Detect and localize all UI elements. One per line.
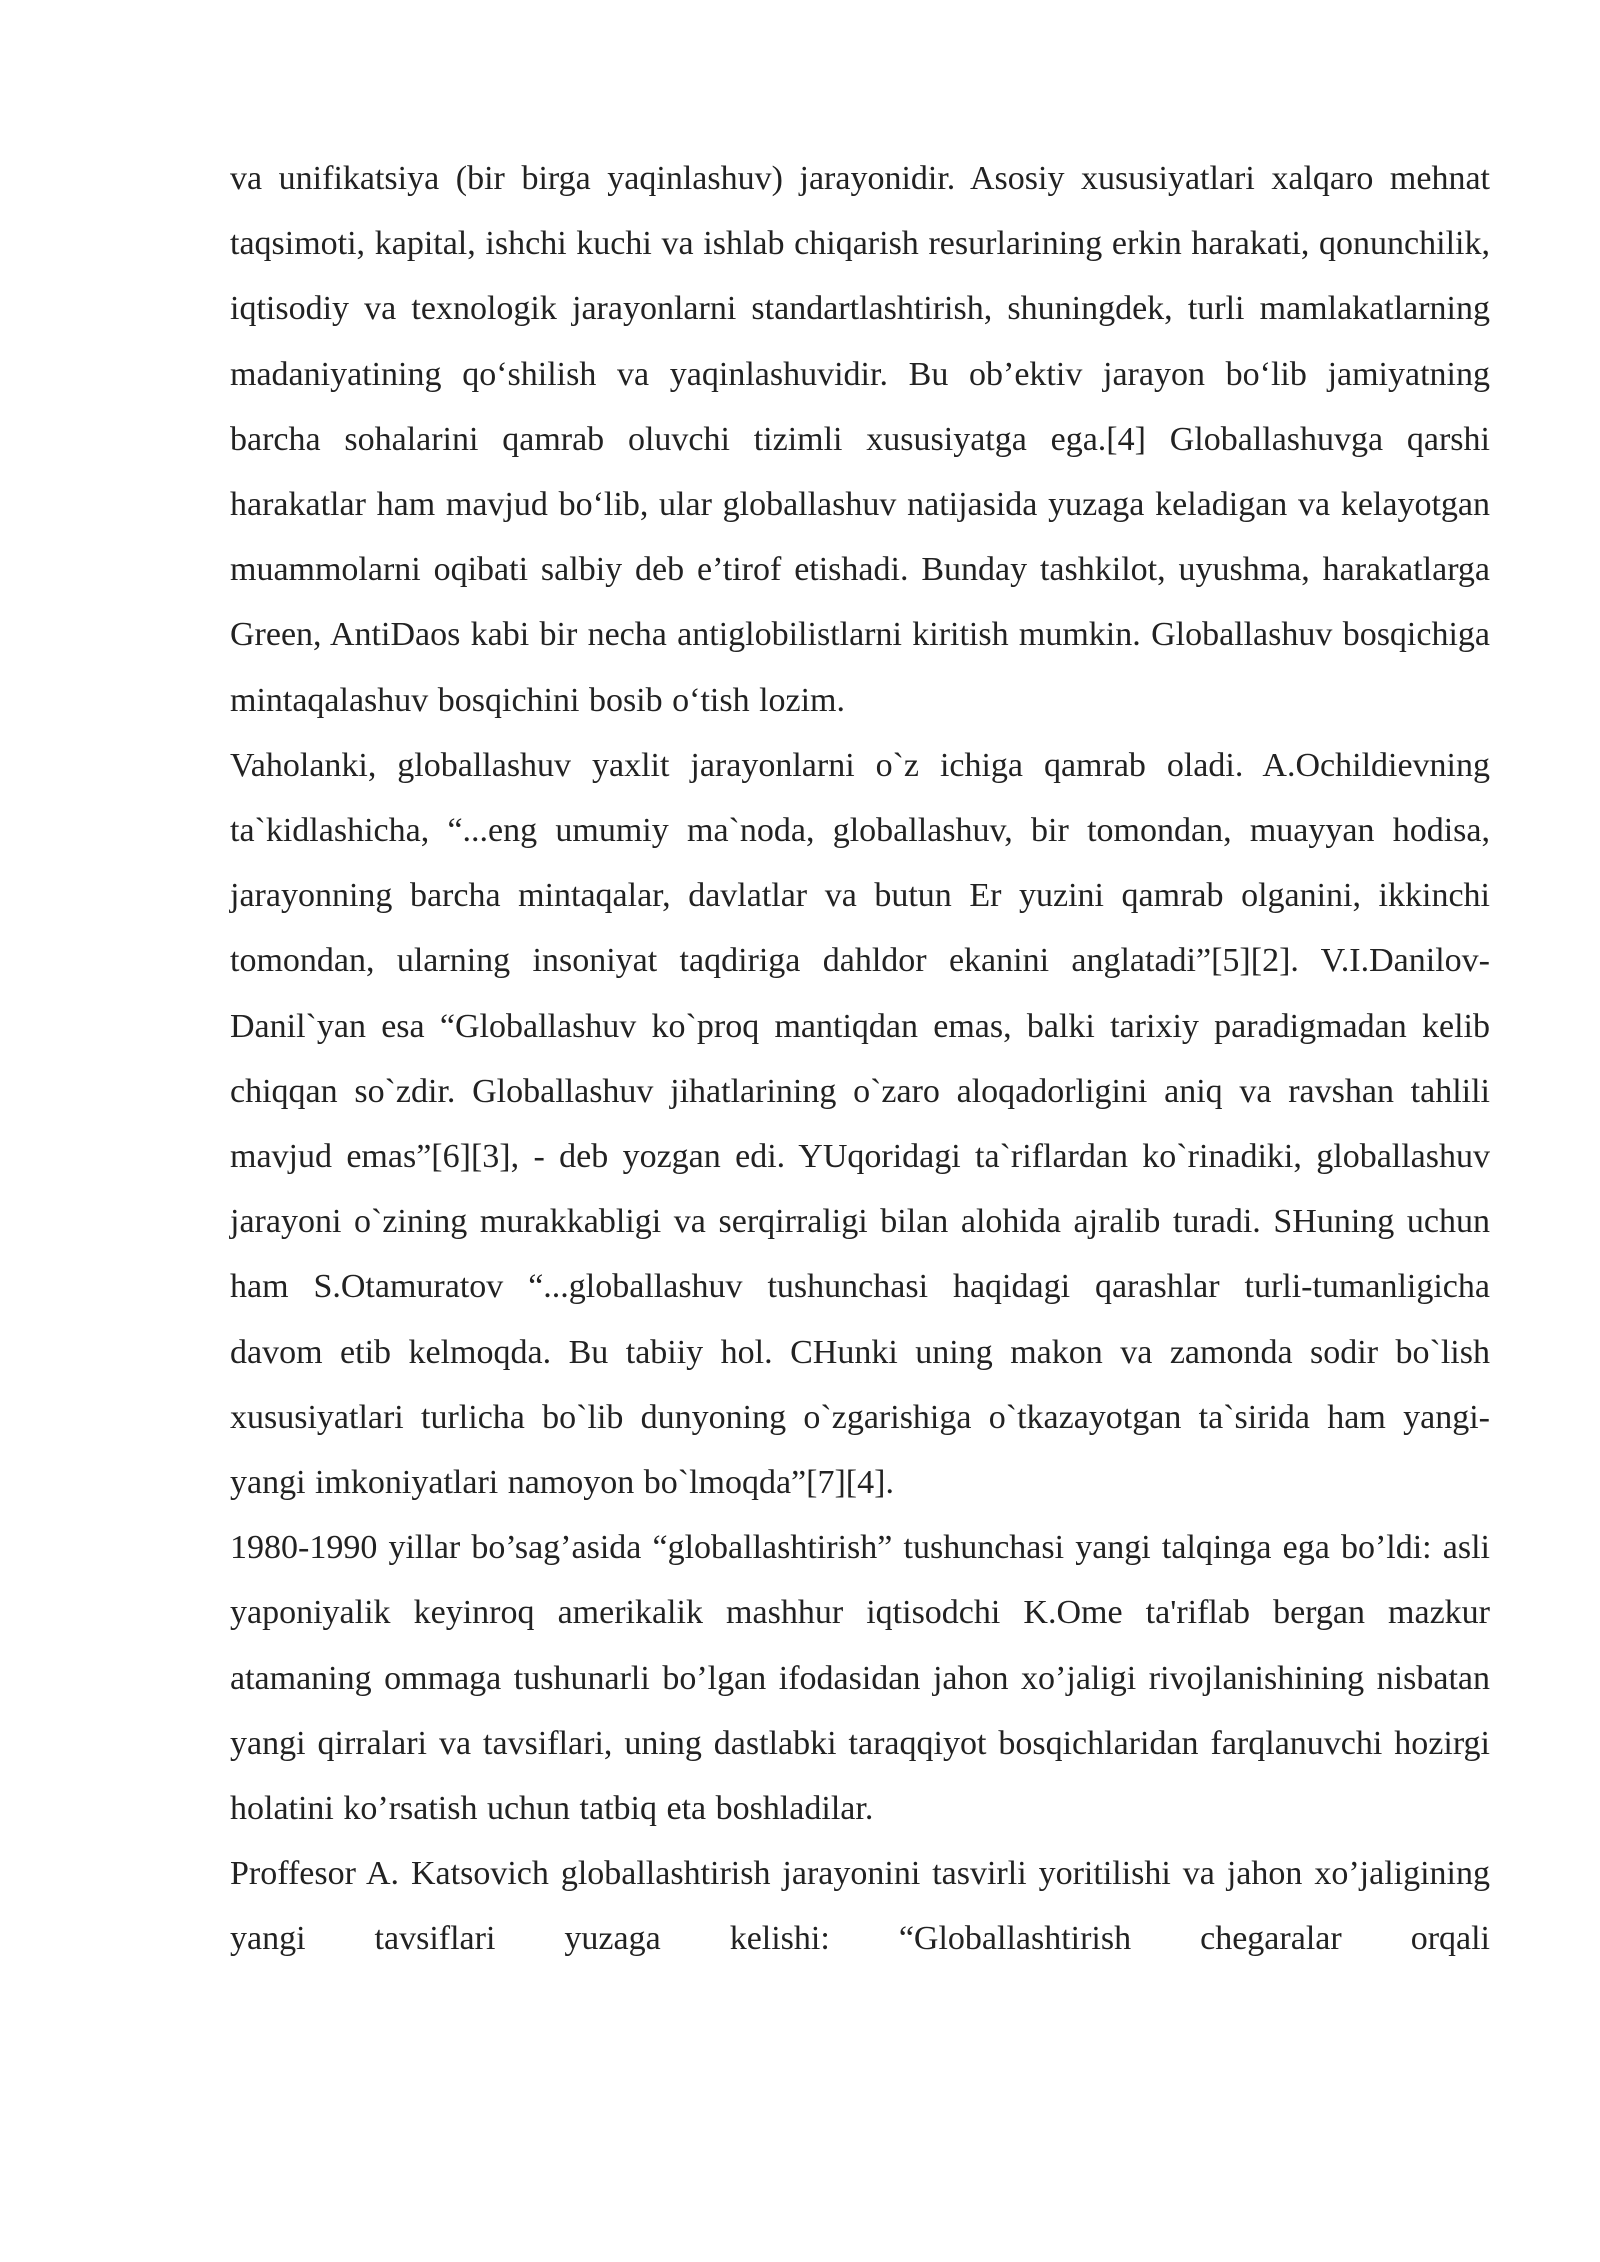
paragraph-1: va unifikatsiya (bir birga yaqinlashuv) jarayonidir. Asosiy xususiyatlari xalqaro mehnat taqsimoti, kapital, ishchi kuchi va ishlab chiqarish resurlarining erkin harakati, qonunchilik, iqtisodiy va texnologik jarayonlarni standartlashtirish, shuningdek, turli mamlakatlarning madaniyatining qo‘shilish va yaqinlashuvidir. Bu ob’ektiv jarayon bo‘lib jamiyatning barcha sohalarini qamrab oluvchi tizimli xususiyatga ega.[4] Globallashuvga qarshi harakatlar ham mavjud bo‘lib, ular globallashuv natijasida yuzaga keladigan va kelayotgan muammolarni oqibati salbiy deb e’tirof etishadi. Bunday tashkilot, uyushma, harakatlarga Green, AntiDaos kabi bir necha antiglobilistlarni kiritish mumkin. Globallashuv bosqichiga mintaqalashuv bosqichini bosib o‘tish lozim. bbox=[230, 160, 1490, 719]
paragraph-4: Proffesor A. Katsovich globallashtirish jarayonini tasvirli yoritilishi va jahon xo’jaligining yangi tavsiflari yuzaga kelishi: “Globallashtirish chegaralar orqali bbox=[230, 1855, 1490, 1958]
body-text bbox=[230, 146, 1490, 1972]
paragraph-3: 1980-1990 yillar bo’sag’asida “globallashtirish” tushunchasi yangi talqinga ega bo’ldi: asli yaponiyalik keyinroq amerikalik mashhur iqtisodchi K.Ome ta'riflab bergan mazkur atamaning ommaga tushunarli bo’lgan ifodasidan jahon xo’jaligi rivojlanishining nisbatan yangi qirralari va tavsiflari, uning dastlabki taraqqiyot bosqichlaridan farqlanuvchi hozirgi holatini ko’rsatish uchun tatbiq eta boshladilar. bbox=[230, 1529, 1490, 1828]
paragraph-2: Vaholanki, globallashuv yaxlit jarayonlarni o`z ichiga qamrab oladi. A.Ochildievning ta`kidlashicha, “...eng umumiy ma`noda, globallashuv, bir tomondan, muayyan hodisa, jarayonning barcha mintaqalar, davlatlar va butun Er yuzini qamrab olganini, ikkinchi tomondan, ularning insoniyat taqdiriga dahldor ekanini anglatadi”[5][2]. V.I.Danilov-Danil`yan esa “Globallashuv ko`proq mantiqdan emas, balki tarixiy paradigmadan kelib chiqqan so`zdir. Globallashuv jihatlarining o`zaro aloqadorligini aniq va ravshan tahlili mavjud emas”[6][3], - deb yozgan edi. YUqoridagi ta`riflardan ko`rinadiki, globallashuv jarayoni o`zining murakkabligi va serqirraligi bilan alohida ajralib turadi. SHuning uchun ham S.Otamuratov “...globallashuv tushunchasi haqidagi qarashlar turli-tumanligicha davom etib kelmoqda. Bu tabiiy hol. CHunki uning makon va zamonda sodir bo`lish xususiyatlari turlicha bo`lib dunyoning o`zgarishiga o`tkazayotgan ta`sirida ham yangi-yangi imkoniyatlari namoyon bo`lmoqda”[7][4]. bbox=[230, 746, 1490, 1502]
